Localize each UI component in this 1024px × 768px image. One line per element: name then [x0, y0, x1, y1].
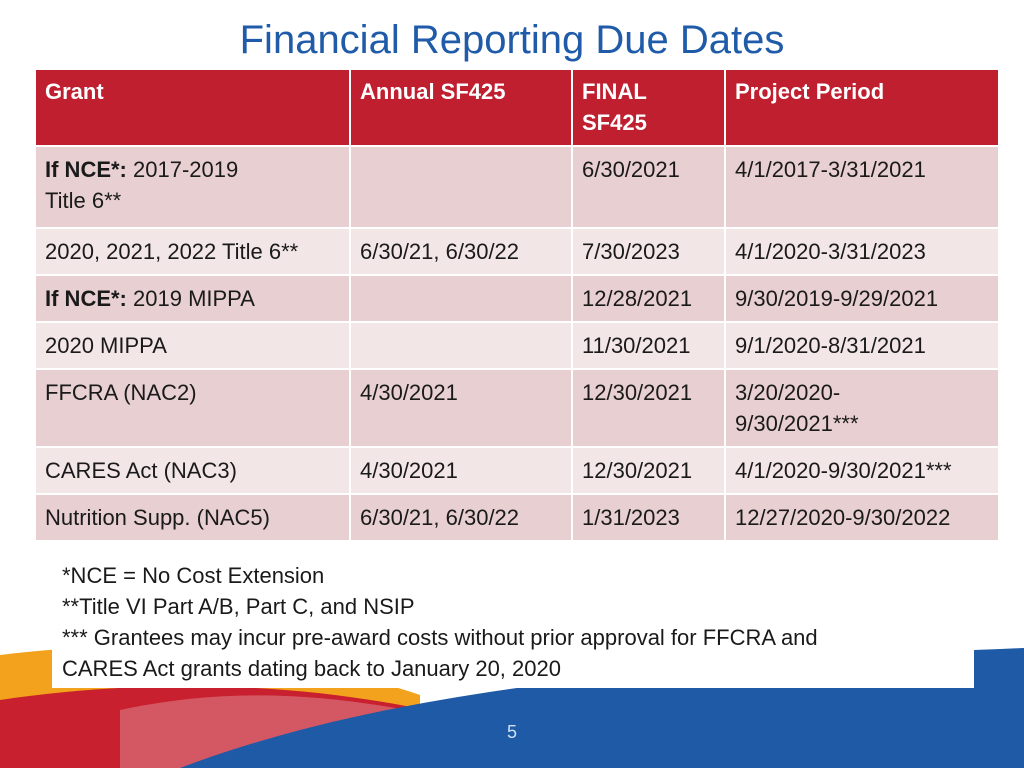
cell-final: 6/30/2021: [572, 146, 725, 228]
header-grant: Grant: [35, 69, 350, 146]
due-dates-table: [34, 68, 1000, 542]
grant-title: Title 6**: [45, 188, 122, 213]
cell-annual: [350, 146, 572, 228]
header-project-period: Project Period: [725, 69, 999, 146]
header-final-sf425: FINAL SF425: [572, 69, 725, 146]
footnote-preaward: *** Grantees may incur pre-award costs without prior approval for FFCRA and: [62, 625, 818, 650]
cell-final: 12/28/2021: [572, 275, 725, 322]
header-annual-sf425: Annual SF425: [350, 69, 572, 146]
cell-grant: FFCRA (NAC2): [35, 369, 350, 447]
cell-grant: Nutrition Supp. (NAC5): [35, 494, 350, 541]
period-start: 3/20/2020-: [735, 380, 841, 405]
cell-annual: 6/30/21, 6/30/22: [350, 494, 572, 541]
cell-annual: 6/30/21, 6/30/22: [350, 228, 572, 275]
footnote-preaward-cont: CARES Act grants dating back to January 20, 2020: [62, 656, 561, 681]
table-row: [35, 322, 999, 369]
cell-period: 4/1/2017-3/31/2021: [725, 146, 999, 228]
cell-grant: 2020, 2021, 2022 Title 6**: [35, 228, 350, 275]
period-end: 9/30/2021***: [735, 411, 859, 436]
cell-period: 9/1/2020-8/31/2021: [725, 322, 999, 369]
nce-prefix: If NCE*:: [45, 157, 127, 182]
table-row: [35, 494, 999, 541]
cell-final: 12/30/2021: [572, 369, 725, 447]
footnote-nce: *NCE = No Cost Extension: [62, 563, 325, 588]
table-header-row: [35, 69, 999, 146]
cell-grant: [35, 146, 350, 228]
cell-grant: [35, 275, 350, 322]
table-row: [35, 369, 999, 447]
cell-period: 12/27/2020-9/30/2022: [725, 494, 999, 541]
cell-period: [725, 369, 999, 447]
grant-years: 2017-2019: [133, 157, 239, 182]
cell-final: 12/30/2021: [572, 447, 725, 494]
cell-annual: [350, 275, 572, 322]
page-number: 5: [506, 722, 517, 742]
cell-period: 4/1/2020-9/30/2021***: [725, 447, 999, 494]
slide-title: Financial Reporting Due Dates: [239, 18, 785, 62]
footnotes: [52, 558, 974, 688]
cell-final: 1/31/2023: [572, 494, 725, 541]
cell-final: 7/30/2023: [572, 228, 725, 275]
cell-period: 9/30/2019-9/29/2021: [725, 275, 999, 322]
cell-final: 11/30/2021: [572, 322, 725, 369]
cell-annual: 4/30/2021: [350, 447, 572, 494]
cell-annual: 4/30/2021: [350, 369, 572, 447]
footnote-title6: **Title VI Part A/B, Part C, and NSIP: [62, 594, 415, 619]
grant-label: 2019 MIPPA: [133, 286, 255, 311]
table-row: [35, 146, 999, 228]
nce-prefix: If NCE*:: [45, 286, 127, 311]
cell-grant: CARES Act (NAC3): [35, 447, 350, 494]
cell-grant: 2020 MIPPA: [35, 322, 350, 369]
table-row: [35, 447, 999, 494]
cell-period: 4/1/2020-3/31/2023: [725, 228, 999, 275]
table-row: [35, 275, 999, 322]
cell-annual: [350, 322, 572, 369]
table-row: [35, 228, 999, 275]
